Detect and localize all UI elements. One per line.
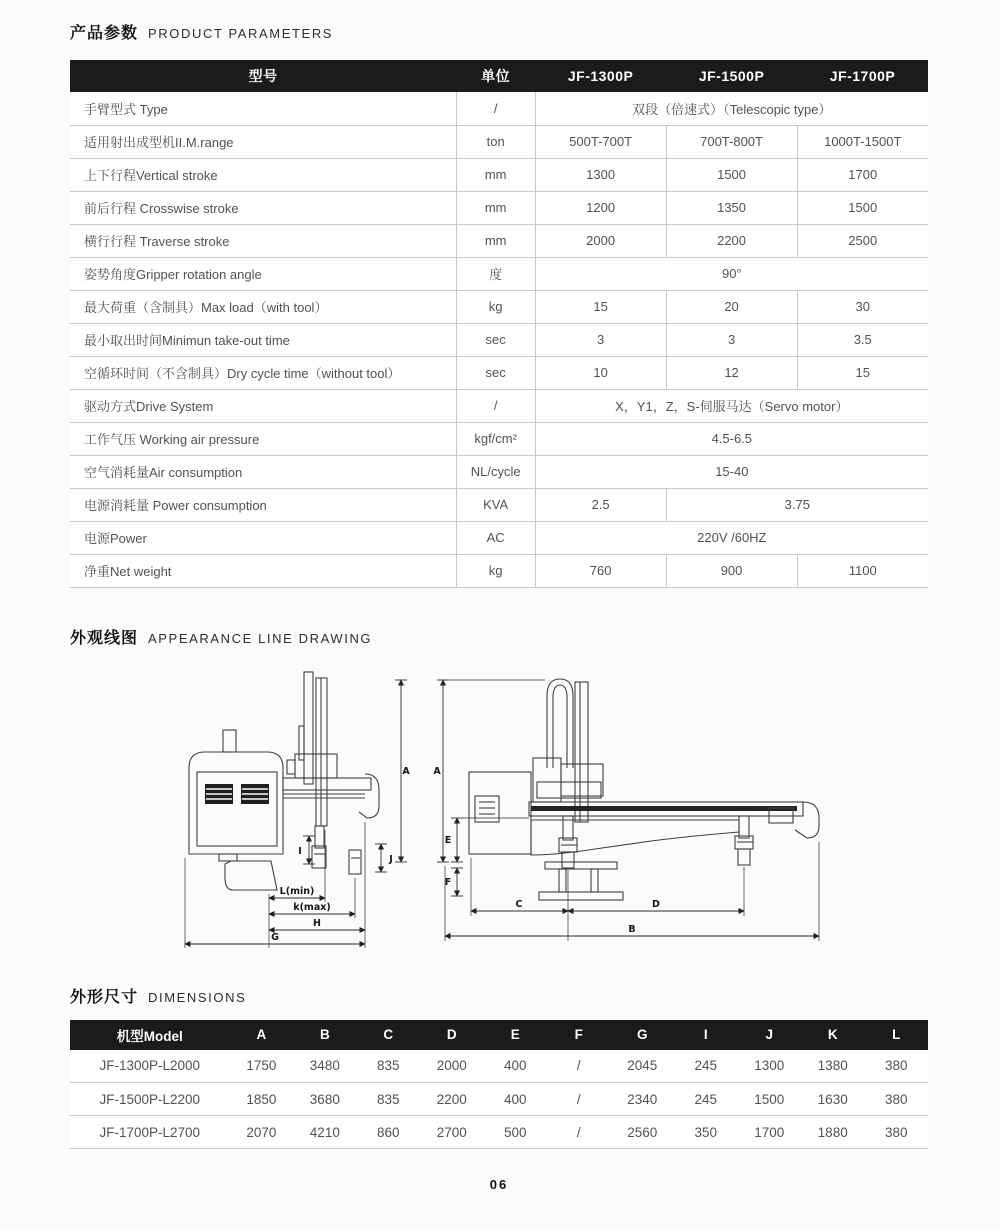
dimension-value: 835 [357, 1083, 420, 1116]
appearance-section-heading [70, 625, 928, 648]
parameters-title-zh: 产品参数 [70, 25, 139, 42]
dimensions-table [70, 1020, 928, 1150]
spec-row [70, 290, 928, 323]
dimension-value: 350 [674, 1116, 737, 1149]
column-header: JF-1500P [666, 60, 797, 92]
spec-label: 电源消耗量 Power consumption [70, 488, 456, 521]
dimension-value: 2340 [611, 1083, 674, 1116]
spec-value: 1700 [797, 158, 928, 191]
dim-label-h: H [313, 917, 321, 929]
column-header: B [293, 1020, 356, 1050]
spec-value: 1100 [797, 554, 928, 587]
dimension-value: 835 [357, 1050, 420, 1083]
dimensions-table-body [70, 1050, 928, 1149]
spec-row [70, 224, 928, 257]
spec-row [70, 191, 928, 224]
spec-value: 12 [666, 356, 797, 389]
parameters-header-row [70, 60, 928, 92]
spec-label: 空循环时间（不含制具）Dry cycle time（without tool） [70, 356, 456, 389]
model-name: JF-1500P-L2200 [70, 1083, 230, 1116]
appearance-line-drawings [70, 662, 928, 958]
spec-value: 2500 [797, 224, 928, 257]
dimension-value: 2000 [420, 1050, 483, 1083]
spec-unit: mm [456, 158, 535, 191]
dimension-value: 3480 [293, 1050, 356, 1083]
model-name: JF-1300P-L2000 [70, 1050, 230, 1083]
appearance-title-zh: 外观线图 [70, 629, 139, 647]
spec-value: 3 [666, 323, 797, 356]
spec-value: 20 [666, 290, 797, 323]
spec-value: 15 [535, 290, 666, 323]
spec-unit: AC [456, 521, 535, 554]
spec-unit: sec [456, 323, 535, 356]
spec-label: 手臂型式 Type [70, 92, 456, 125]
dimension-value: 2560 [611, 1116, 674, 1149]
spec-value: 90° [535, 257, 928, 290]
dim-label-a: A [433, 765, 441, 777]
dim-label-g: G [271, 931, 279, 943]
dim-label-b: B [628, 923, 636, 935]
spec-label: 上下行程Vertical stroke [70, 158, 456, 191]
spec-value: 1300 [535, 158, 666, 191]
spec-value: 760 [535, 554, 666, 587]
dimension-value: 245 [674, 1083, 737, 1116]
spec-value: 2200 [666, 224, 797, 257]
spec-value: 双段（倍速式）（Telescopic type） [535, 92, 928, 125]
spec-value: 1350 [666, 191, 797, 224]
dimension-value: 2200 [420, 1083, 483, 1116]
spec-unit: kgf/cm² [456, 422, 535, 455]
spec-value: 1500 [797, 191, 928, 224]
column-header: L [864, 1020, 928, 1050]
parameters-table-head [70, 60, 928, 92]
spec-label: 适用射出成型机II.M.range [70, 125, 456, 158]
dimension-value: 400 [484, 1050, 547, 1083]
spec-row [70, 554, 928, 587]
spec-label: 驱动方式Drive System [70, 389, 456, 422]
dimension-row [70, 1050, 928, 1083]
column-header: D [420, 1020, 483, 1050]
dimension-value: 380 [864, 1050, 928, 1083]
dimension-value: 1630 [801, 1083, 864, 1116]
spec-row [70, 125, 928, 158]
spec-value: 10 [535, 356, 666, 389]
column-header: 型号 [70, 60, 456, 92]
spec-value: 2.5 [535, 488, 666, 521]
dimension-value: 1300 [737, 1050, 800, 1083]
spec-unit: NL/cycle [456, 455, 535, 488]
dim-label-e: E [444, 834, 452, 846]
dim-label-c: C [515, 898, 523, 910]
spec-value: 500T-700T [535, 125, 666, 158]
dimension-value: 400 [484, 1083, 547, 1116]
spec-value: 700T-800T [666, 125, 797, 158]
column-header: 机型Model [70, 1020, 230, 1050]
column-header: F [547, 1020, 610, 1050]
spec-value: 1200 [535, 191, 666, 224]
dimension-row [70, 1116, 928, 1149]
spec-value: X，Y1，Z，S-伺服马达（Servo motor） [535, 389, 928, 422]
spec-unit: sec [456, 356, 535, 389]
dimension-value: 2700 [420, 1116, 483, 1149]
front-view-machine-art [469, 679, 819, 900]
dimension-value: 245 [674, 1050, 737, 1083]
column-header: JF-1300P [535, 60, 666, 92]
dim-label-j: J [389, 853, 393, 865]
column-header: 单位 [456, 60, 535, 92]
side-view-machine-art [189, 672, 379, 890]
spec-row [70, 389, 928, 422]
spec-label: 姿势角度Gripper rotation angle [70, 257, 456, 290]
spec-label: 电源Power [70, 521, 456, 554]
spec-value: 3 [535, 323, 666, 356]
dimensions-header-row [70, 1020, 928, 1050]
parameters-title-en: PRODUCT PARAMETERS [148, 26, 334, 41]
spec-unit: / [456, 389, 535, 422]
dimension-value: 2070 [230, 1116, 293, 1149]
spec-row [70, 488, 928, 521]
dimension-row [70, 1083, 928, 1116]
column-header: G [611, 1020, 674, 1050]
spec-label: 最大荷重（含制具）Max load（with tool） [70, 290, 456, 323]
spec-label: 净重Net weight [70, 554, 456, 587]
spec-unit: 度 [456, 257, 535, 290]
dimension-value: / [547, 1083, 610, 1116]
dim-label-kmax: k(max) [293, 901, 331, 913]
column-header: J [737, 1020, 800, 1050]
dimension-value: 380 [864, 1083, 928, 1116]
column-header: E [484, 1020, 547, 1050]
spec-unit: kg [456, 290, 535, 323]
parameters-section-heading [70, 20, 928, 43]
dimension-value: 1500 [737, 1083, 800, 1116]
model-name: JF-1700P-L2700 [70, 1116, 230, 1149]
spec-value: 15-40 [535, 455, 928, 488]
spec-row [70, 158, 928, 191]
spec-row [70, 455, 928, 488]
spec-value: 4.5-6.5 [535, 422, 928, 455]
spec-label: 空气消耗量Air consumption [70, 455, 456, 488]
spec-value: 3.5 [797, 323, 928, 356]
column-header: K [801, 1020, 864, 1050]
dimensions-title-zh: 外形尺寸 [70, 988, 139, 1006]
spec-label: 工作气压 Working air pressure [70, 422, 456, 455]
spec-row [70, 92, 928, 125]
spec-value: 15 [797, 356, 928, 389]
spec-row [70, 257, 928, 290]
parameters-table-body [70, 92, 928, 587]
spec-row [70, 323, 928, 356]
dimension-value: 1380 [801, 1050, 864, 1083]
dimension-value: 3680 [293, 1083, 356, 1116]
front-view-drawing [433, 666, 825, 958]
spec-row [70, 356, 928, 389]
spec-value: 30 [797, 290, 928, 323]
dim-label-f: F [444, 876, 452, 888]
dim-label-d: D [652, 898, 660, 910]
spec-value: 1000T-1500T [797, 125, 928, 158]
dim-label-a: A [402, 765, 410, 777]
dimension-value: / [547, 1050, 610, 1083]
dimension-value: / [547, 1116, 610, 1149]
appearance-title-en: APPEARANCE LINE DRAWING [148, 630, 373, 646]
dimension-value: 380 [864, 1116, 928, 1149]
column-header: JF-1700P [797, 60, 928, 92]
dimension-value: 1700 [737, 1116, 800, 1149]
column-header: C [357, 1020, 420, 1050]
dimensions-title-en: DIMENSIONS [148, 989, 247, 1005]
dim-label-lmin: L(min) [279, 885, 315, 897]
column-header: I [674, 1020, 737, 1050]
spec-unit: / [456, 92, 535, 125]
spec-unit: mm [456, 224, 535, 257]
spec-label: 最小取出时间Minimun take-out time [70, 323, 456, 356]
dim-label-i: I [298, 845, 302, 857]
spec-value: 2000 [535, 224, 666, 257]
spec-unit: ton [456, 125, 535, 158]
dimensions-section-heading [70, 984, 928, 1007]
spec-row [70, 422, 928, 455]
column-header: A [230, 1020, 293, 1050]
dimension-value: 1880 [801, 1116, 864, 1149]
dimension-value: 860 [357, 1116, 420, 1149]
dimension-value: 500 [484, 1116, 547, 1149]
spec-value: 900 [666, 554, 797, 587]
spec-label: 前后行程 Crosswise stroke [70, 191, 456, 224]
parameters-table [70, 60, 928, 588]
dimension-value: 1850 [230, 1083, 293, 1116]
spec-label: 横行行程 Traverse stroke [70, 224, 456, 257]
spec-value: 3.75 [666, 488, 928, 521]
dimension-value: 1750 [230, 1050, 293, 1083]
spec-value: 220V /60HZ [535, 521, 928, 554]
page-number: 06 [489, 1177, 509, 1192]
dimensions-table-head [70, 1020, 928, 1050]
spec-value: 1500 [666, 158, 797, 191]
spec-unit: KVA [456, 488, 535, 521]
dimension-value: 2045 [611, 1050, 674, 1083]
dimension-value: 4210 [293, 1116, 356, 1149]
spec-unit: mm [456, 191, 535, 224]
side-view-drawing [173, 666, 411, 958]
spec-row [70, 521, 928, 554]
spec-unit: kg [456, 554, 535, 587]
